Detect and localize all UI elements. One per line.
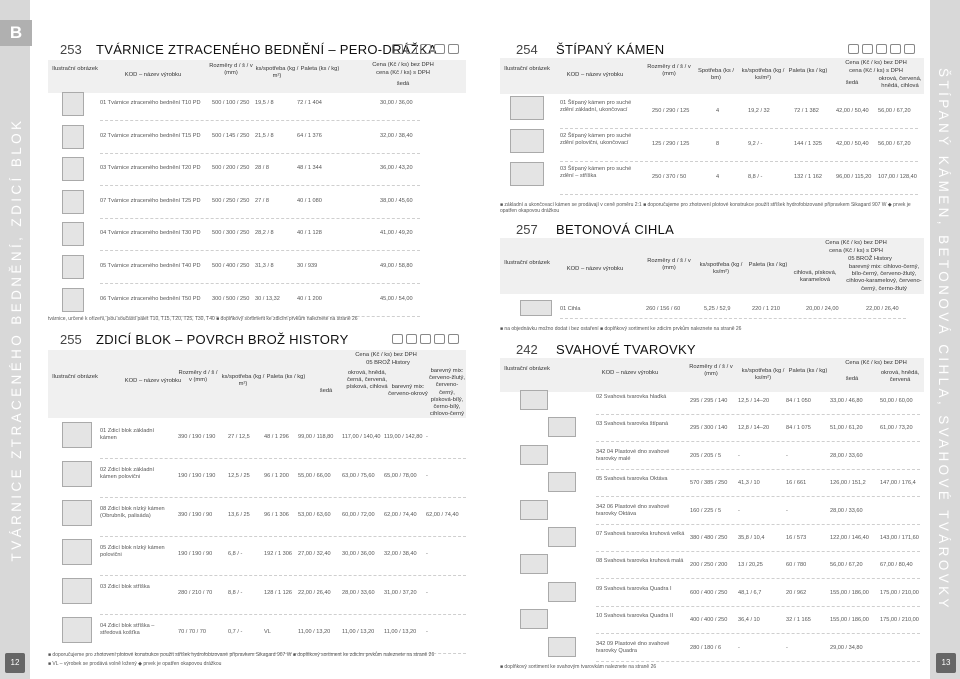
table-cell: 0,7 / - — [228, 629, 243, 635]
truck-icon — [406, 44, 417, 54]
table-cell: 500 / 100 / 250 — [212, 100, 250, 106]
section-title-257: BETONOVÁ CIHLA — [556, 222, 675, 237]
product-name: 07 Tvárnice ztraceného bednění T25 PD — [100, 197, 201, 204]
table-cell: 125 / 290 / 125 — [652, 141, 690, 147]
table-cell: 22,00 / 26,40 — [298, 590, 331, 596]
note-254: ■ základní a ukončovací kámen se prodávají v ceně poměru 2:1 ■ doporučujeme pro zhotovení plotové konstrukce použít stříšek hydrofobizované přípravkem Sikagard 907 W ◆ prvek je opatřen okapovou drážkou — [500, 202, 911, 214]
table-cell: 4 — [716, 108, 720, 114]
table-cell: 155,00 / 186,00 — [830, 589, 869, 596]
table-header-257: Ilustrační obrázek KOD – název výrobku Rozměry d / š / v (mm) ks/spotřeba (kg / ks/m²) Paleta (ks / kg) Cena (Kč / ks) bez DPH cena (Kč / ks) s DPH 05 BROŽ History cihlová, písková, karamelová barevný mix: cihlovo-černý, bílo-černý, červeno-žlutý, cihlovo-karamelový, červeno-černý, černo-žlutý — [500, 238, 924, 294]
table-cell: 122,00 / 146,40 — [830, 535, 869, 541]
row-divider — [596, 661, 920, 662]
table-cell: - — [426, 434, 428, 440]
table-cell: 190 / 190 / 190 — [178, 473, 216, 479]
table-cell: 250 / 290 / 125 — [652, 108, 690, 114]
table-cell: 380 / 480 / 250 — [690, 535, 728, 541]
table-cell: 40 / 1 080 — [297, 197, 322, 204]
table-cell: 30 / 13,32 — [255, 295, 280, 302]
row-divider — [596, 551, 920, 552]
table-cell: 8,8 / - — [748, 174, 763, 180]
table-cell: 30,00 / 36,00 — [342, 551, 375, 557]
icon-group — [848, 44, 915, 54]
table-cell: - — [786, 452, 788, 459]
table-cell: 20,00 / 24,00 — [806, 306, 839, 312]
table-cell: - — [426, 629, 428, 635]
table-cell: 280 / 180 / 6 — [690, 644, 722, 651]
pallet-icon — [392, 334, 403, 344]
section-title-255: ZDICÍ BLOK – POVRCH BROŽ HISTORY — [96, 332, 349, 347]
table-cell: 65,00 / 78,00 — [384, 473, 417, 479]
table-cell: 11,00 / 13,20 — [384, 629, 417, 635]
table-cell: 500 / 145 / 250 — [212, 132, 250, 139]
row-divider — [560, 318, 906, 319]
left-side-band-text: TVÁRNICE ZTRACENÉHO BEDNĚNÍ, ZDICÍ BLOK — [9, 117, 24, 562]
table-cell: 8,8 / - — [228, 590, 243, 596]
hand-icon — [420, 44, 431, 54]
table-cell: 155,00 / 186,00 — [830, 617, 869, 624]
table-row — [0, 613, 960, 633]
table-cell: 220 / 1 210 — [752, 306, 780, 312]
table-cell: - — [426, 590, 428, 596]
table-cell: 40 / 1 128 — [297, 230, 322, 237]
table-cell: - — [738, 507, 740, 514]
product-name: 08 Zdicí blok nízký kámen (Obrubník, palisáda) — [100, 506, 165, 519]
table-cell: 107,00 / 128,40 — [878, 174, 917, 180]
icon-group — [392, 334, 459, 344]
product-name: 342 06 Plastové dno svahové tvarovky Oktáva — [596, 503, 670, 517]
table-cell: 62,00 / 74,40 — [426, 512, 459, 518]
row-divider — [596, 469, 920, 470]
table-cell: 28,00 / 33,60 — [830, 452, 863, 459]
table-cell: 205 / 205 / 5 — [690, 452, 722, 459]
recycle-icon — [434, 334, 445, 344]
table-cell: 11,00 / 13,20 — [342, 629, 375, 635]
product-name: 03 Štípaný kámen pro suché zdění – stříška — [560, 166, 632, 179]
table-cell: 500 / 250 / 250 — [212, 197, 250, 204]
product-name: 02 Tvárnice ztraceného bednění T15 PD — [100, 132, 201, 139]
table-cell: 119,00 / 142,80 — [384, 434, 423, 440]
table-cell: 300 / 500 / 250 — [212, 295, 250, 302]
table-cell: 28 / 8 — [255, 165, 269, 172]
table-cell: 41,00 / 49,20 — [380, 230, 413, 237]
table-cell: 175,00 / 210,00 — [880, 589, 919, 596]
table-cell: 9,2 / - — [748, 141, 763, 147]
table-cell: 45,00 / 54,00 — [380, 295, 413, 302]
row-divider — [596, 496, 920, 497]
hand-icon — [876, 44, 887, 54]
table-cell: 6,8 / - — [228, 551, 243, 557]
table-row — [0, 531, 960, 551]
table-cell: 280 / 210 / 70 — [178, 590, 213, 596]
product-name: 01 Zdicí blok základní kámen — [100, 428, 155, 441]
table-cell: 400 / 400 / 250 — [690, 617, 728, 624]
row-divider — [100, 283, 420, 284]
section-number-257: 257 — [516, 222, 538, 237]
table-cell: - — [786, 644, 788, 651]
table-cell: 56,00 / 67,20 — [830, 562, 863, 569]
section-number-255: 255 — [60, 332, 82, 347]
table-cell: 35,8 / 10,4 — [738, 535, 765, 541]
table-cell: - — [738, 644, 740, 651]
table-cell: 570 / 385 / 250 — [690, 480, 728, 487]
product-name: 342 04 Plastové dno svahové tvarovky malé — [596, 448, 670, 462]
section-number-242: 242 — [516, 342, 538, 357]
table-cell: 40 / 1 200 — [297, 295, 322, 302]
table-cell: 61,00 / 73,20 — [880, 425, 913, 432]
table-cell: 30 / 939 — [297, 263, 318, 269]
table-cell: 67,00 / 80,40 — [880, 562, 913, 569]
table-cell: 53,00 / 63,60 — [298, 512, 331, 518]
table-cell: 60 / 780 — [786, 562, 807, 569]
table-cell: 12,5 / 25 — [228, 473, 250, 479]
product-name: 04 Tvárnice ztraceného bednění T30 PD — [100, 230, 201, 237]
table-cell: 70 / 70 / 70 — [178, 629, 206, 635]
quality-icon — [904, 44, 915, 54]
table-cell: 390 / 190 / 90 — [178, 512, 213, 518]
table-cell: 42,00 / 50,40 — [836, 108, 869, 114]
row-divider — [560, 161, 918, 162]
table-header-254: Ilustrační obrázek KOD – název výrobku Rozměry d / š / v (mm) Spotřeba (ks / bm) ks/spotřeba (kg / ks/m²) Paleta (ks / kg) Cena (Kč / ks) bez DPH cena (Kč / ks) s DPH šedá okrová, červená, hnědá, cihlová — [500, 58, 924, 94]
truck-icon — [406, 334, 417, 344]
product-name: 02 Svahová tvarovka hladká — [596, 394, 667, 400]
product-name: 02 Štípaný kámen pro suché zdění polovični, ukončovací — [560, 133, 632, 146]
table-cell: 117,00 / 140,40 — [342, 434, 381, 440]
table-cell: - — [426, 473, 428, 479]
table-header-253: Ilustrační obrázek KOD – název výrobku Rozměry d / š / v (mm) ks/spotřeba (kg / m²) Paleta (ks / kg) Cena (Kč / ks) bez DPH cena (Kč / ks) s DPH šedá — [48, 60, 466, 93]
table-cell: 36,4 / 10 — [738, 617, 760, 624]
table-cell: 36,00 / 43,20 — [380, 165, 413, 172]
table-cell: 96 / 1 200 — [264, 473, 289, 479]
table-cell: 19,2 / 32 — [748, 108, 770, 114]
table-cell: 13,6 / 25 — [228, 512, 250, 518]
table-cell: 132 / 1 162 — [794, 174, 822, 180]
table-cell: 31,00 / 37,20 — [384, 590, 417, 596]
page-number-left: 12 — [5, 653, 25, 673]
table-cell: - — [738, 452, 740, 459]
table-cell: 147,00 / 176,4 — [880, 480, 916, 487]
table-cell: 190 / 190 / 90 — [178, 551, 213, 557]
product-name: 03 Svahová tvarovka štípaná — [596, 421, 669, 428]
row-divider — [560, 194, 918, 195]
product-name: 06 Tvárnice ztraceného bednění T50 PD — [100, 295, 201, 302]
row-divider — [100, 497, 466, 498]
table-cell: 28,2 / 8 — [255, 230, 274, 237]
table-cell: 62,00 / 74,40 — [384, 512, 417, 518]
table-cell: 63,00 / 75,60 — [342, 473, 375, 479]
product-name: 342 09 Plastové dno svahové tvarovky Quadra — [596, 640, 670, 654]
table-cell: 51,00 / 61,20 — [830, 425, 863, 432]
table-cell: 27 / 12,5 — [228, 434, 250, 440]
table-cell: 96 / 1 306 — [264, 512, 289, 518]
table-cell: 5,25 / 52,9 — [704, 306, 731, 312]
product-name: 03 Zdicí blok stříška — [100, 584, 150, 590]
icon-group — [392, 44, 459, 54]
table-cell: 295 / 300 / 140 — [690, 425, 728, 432]
table-cell: - — [426, 551, 428, 557]
table-row — [0, 503, 960, 524]
note-253: tvárnice, určené k ořízení, jsou součástí palet T10, T15, T20, T25, T30, T40 ■ doplňkový sortiment ke zdicím prvkům naleznete na straně 26 — [48, 316, 358, 322]
section-title-254: ŠTÍPANÝ KÁMEN — [556, 42, 665, 57]
table-cell: 21,5 / 8 — [255, 132, 274, 139]
table-cell: 22,00 / 26,40 — [866, 306, 899, 312]
table-cell: 11,00 / 13,20 — [298, 629, 331, 635]
table-cell: 56,00 / 67,20 — [878, 141, 911, 147]
table-row — [0, 640, 960, 661]
table-cell: 128 / 1 126 — [264, 590, 292, 596]
quality-icon — [448, 44, 459, 54]
table-row — [0, 394, 960, 414]
row-divider — [596, 606, 920, 607]
table-cell: 55,00 / 66,00 — [298, 473, 331, 479]
table-cell: 29,00 / 34,80 — [830, 644, 863, 651]
table-cell: 84 / 1 075 — [786, 425, 811, 432]
table-cell: 500 / 400 / 250 — [212, 263, 250, 269]
hand-icon — [420, 334, 431, 344]
product-name: 10 Svahová tvarovka Quadra II — [596, 613, 674, 620]
table-cell: 28,00 / 33,60 — [342, 590, 375, 596]
table-cell: 48 / 1 296 — [264, 434, 289, 440]
table-cell: 72 / 1 404 — [297, 100, 322, 106]
table-cell: 260 / 156 / 60 — [646, 306, 681, 312]
table-cell: 42,00 / 50,40 — [836, 141, 869, 147]
table-cell: 12,5 / 14–20 — [738, 398, 770, 404]
table-cell: 32 / 1 165 — [786, 617, 811, 624]
table-cell: 56,00 / 67,20 — [878, 108, 911, 114]
product-name: 04 Zdicí blok stříška – středová košťka — [100, 623, 155, 636]
table-cell: 13 / 20,25 — [738, 562, 763, 569]
row-divider — [596, 633, 920, 634]
table-cell: 250 / 370 / 50 — [652, 174, 687, 180]
row-divider — [100, 614, 466, 615]
table-cell: 30,00 / 36,00 — [380, 100, 413, 106]
section-number-253: 253 — [60, 42, 82, 57]
table-cell: 390 / 190 / 190 — [178, 434, 216, 440]
table-cell: 99,00 / 118,80 — [298, 434, 334, 440]
table-cell: 126,00 / 151,2 — [830, 480, 866, 487]
table-cell: 38,00 / 45,60 — [380, 197, 413, 204]
product-name: 07 Svahová tvarovka kruhová velká — [596, 531, 685, 537]
product-name: 09 Svahová tvarovka Quadra I — [596, 585, 672, 592]
recycle-icon — [434, 44, 445, 54]
row-divider — [596, 578, 920, 579]
table-cell: 48 / 1 344 — [297, 165, 322, 172]
product-name: 03 Tvárnice ztraceného bednění T20 PD — [100, 165, 201, 172]
section-title-253: TVÁRNICE ZTRACENÉHO BEDNĚNÍ – PERO-DRÁŽKA — [96, 42, 437, 57]
table-row — [0, 448, 960, 469]
table-cell: 27,00 / 32,40 — [298, 551, 331, 557]
table-cell: 500 / 200 / 250 — [212, 165, 250, 172]
table-cell: - — [786, 507, 788, 514]
quality-icon — [448, 334, 459, 344]
table-cell: 175,00 / 210,00 — [880, 617, 919, 624]
row-divider — [100, 250, 420, 251]
product-name: 05 Tvárnice ztraceného bednění T40 PD — [100, 263, 201, 269]
table-cell: 295 / 295 / 140 — [690, 398, 728, 404]
table-cell: 192 / 1 306 — [264, 551, 292, 557]
truck-icon — [862, 44, 873, 54]
table-cell: 19,5 / 8 — [255, 100, 274, 106]
table-cell: 144 / 1 325 — [794, 141, 822, 147]
table-cell: 28,00 / 33,60 — [830, 507, 863, 514]
table-cell: 143,00 / 171,60 — [880, 535, 919, 541]
table-cell: 16 / 573 — [786, 535, 807, 541]
section-number-254: 254 — [516, 42, 538, 57]
pallet-icon — [848, 44, 859, 54]
table-cell: 4 — [716, 174, 720, 180]
table-cell: 32,00 / 38,40 — [384, 551, 417, 557]
product-name: 01 Tvárnice ztraceného bednění T10 PD — [100, 100, 201, 106]
row-divider — [100, 218, 420, 219]
table-cell: 27 / 8 — [255, 197, 269, 204]
table-header-255: Ilustrační obrázek KOD – název výrobku Rozměry d / š / v (mm) ks/spotřeba (kg / m²) Paleta (ks / kg) Cena (Kč / ks) bez DPH 05 BROŽ History šedá okrová, hnědá, černá, červená, písková, cihlová barevný mix: červeno-okrový barevný mix: červeno-žlutý, červeno-černý, písková-bílý, černo-bílý, cihlovo-černý — [48, 350, 466, 418]
note-257: ■ na objednávku možno dodat i bez ostaření ■ doplňkový sortiment ke zdicím prvkům naleznete na straně 26 — [500, 326, 742, 332]
table-cell: 8 — [716, 141, 720, 147]
table-cell: 20 / 962 — [786, 589, 807, 596]
row-divider — [596, 524, 920, 525]
row-divider — [560, 128, 918, 129]
right-side-band-text: ŠTÍPANÝ KÁMEN, BETONOVÁ CIHLA, SVAHOVÉ TVÁROVKY — [936, 68, 951, 611]
product-name: 01 Cihla — [560, 306, 581, 312]
table-cell: 16 / 661 — [786, 480, 807, 487]
table-cell: 64 / 1 376 — [297, 132, 322, 139]
table-cell: 60,00 / 72,00 — [342, 512, 375, 518]
table-cell: 12,8 / 14–20 — [738, 425, 770, 432]
table-cell: 160 / 225 / 5 — [690, 507, 722, 514]
row-divider — [596, 441, 920, 442]
pallet-icon — [392, 44, 403, 54]
table-cell: 200 / 250 / 200 — [690, 562, 728, 569]
table-row — [0, 306, 960, 318]
table-cell: 48,1 / 6,7 — [738, 589, 762, 596]
note-242: ■ doplňkový sortiment ke svahovým tvarovkám naleznete na straně 26 — [500, 664, 657, 670]
product-name: 05 Svahová tvarovka Oktáva — [596, 476, 668, 483]
section-title-242: SVAHOVÉ TVAROVKY — [556, 342, 696, 357]
table-cell: 41,3 / 10 — [738, 480, 760, 487]
table-row — [0, 421, 960, 441]
table-cell: 84 / 1 050 — [786, 398, 811, 404]
note-255b: ■ VL – výrobek se prodává volně ložený ◆ prvek je opatřen okapovou drážkou — [48, 661, 222, 667]
table-cell: 33,00 / 46,80 — [830, 398, 863, 404]
product-name: 05 Zdicí blok nízký kámen polovični — [100, 545, 165, 558]
section-tab: B — [0, 20, 32, 46]
table-header-242: Ilustrační obrázek KOD – název výrobku Rozměry d / š / v (mm) ks/spotřeba (kg / ks/m²) Paleta (ks / kg) Cena (Kč / ks) bez DPH šedá okrová, hnědá, červená — [500, 358, 924, 392]
page-number-right: 13 — [936, 653, 956, 673]
table-cell: 31,3 / 8 — [255, 263, 274, 269]
table-cell: 49,00 / 58,80 — [380, 263, 413, 269]
table-row — [0, 558, 960, 578]
table-cell: 600 / 400 / 250 — [690, 589, 728, 596]
product-name: 08 Svahová tvarovka kruhová malá — [596, 558, 684, 565]
note-255a: ■ doporučujeme pro zhotovení plotové konstrukce použít stříšek hydrofobizované přípravkem Sikagard 907 W ■ doplňkový sortiment ke zdicím prvkům naleznete na straně 26 — [48, 652, 435, 658]
recycle-icon — [890, 44, 901, 54]
product-name: 02 Zdicí blok základní kámen polovični — [100, 467, 155, 480]
table-cell: 72 / 1 382 — [794, 108, 819, 114]
product-name: 01 Štípaný kámen pro suché zdění základní, ukončovací — [560, 100, 632, 113]
table-cell: VL — [264, 629, 271, 635]
table-cell: 50,00 / 60,00 — [880, 398, 913, 404]
table-cell: 500 / 300 / 250 — [212, 230, 250, 237]
table-cell: 96,00 / 115,20 — [836, 174, 872, 180]
table-cell: 32,00 / 38,40 — [380, 132, 413, 139]
row-divider — [596, 414, 920, 415]
